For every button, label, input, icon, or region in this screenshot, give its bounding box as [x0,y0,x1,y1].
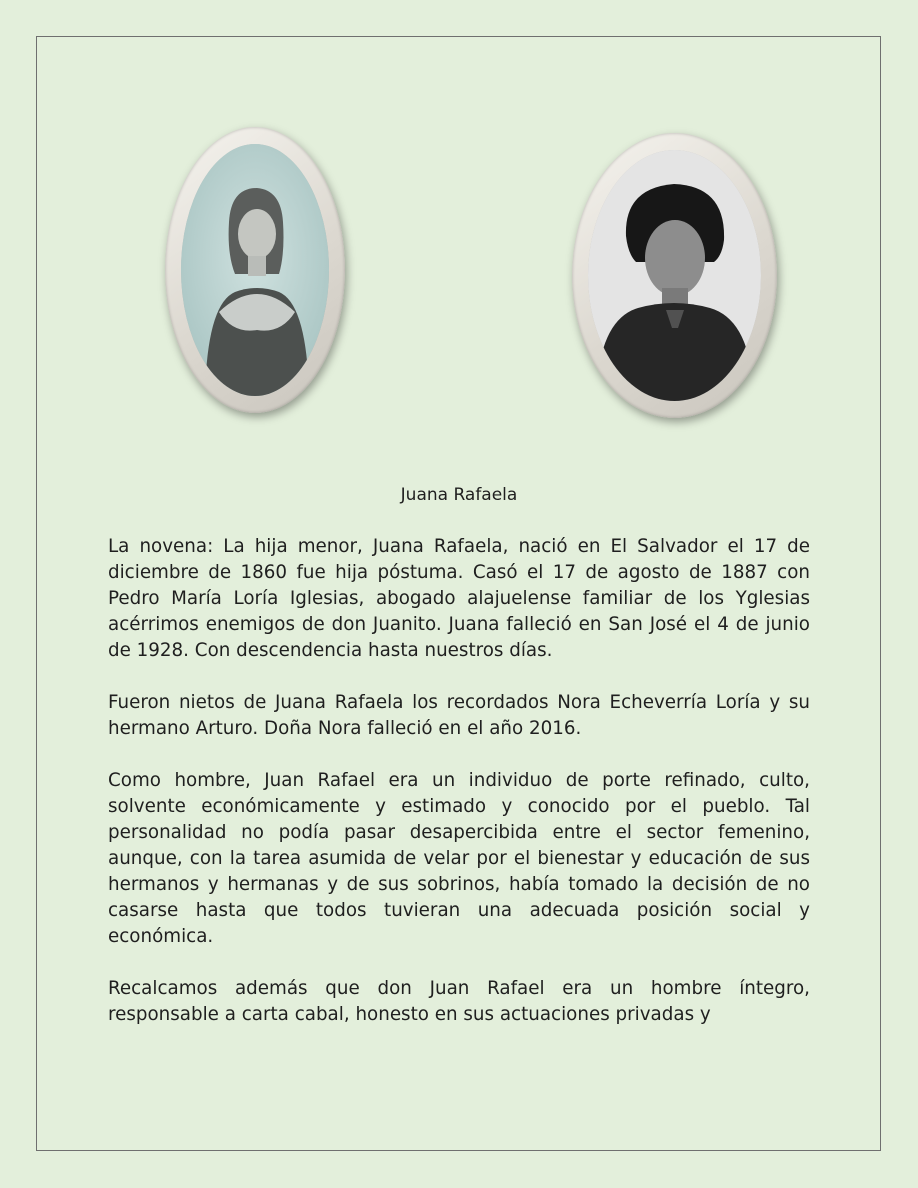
paragraph: La novena: La hija menor, Juana Rafaela, nació en El Salvador el 17 de diciembre de 1860 fue hija póstuma. Casó el 17 de agosto de 1887 con Pedro María Loría Iglesias, abogado alajuelense familiar de los Yglesias acérrimos enemigos de don Juanito. Juana falleció en San José el 4 de junio de 1928. Con descendencia hasta nuestros días. [108,536,810,661]
paragraph: Como hombre, Juan Rafael era un individuo de porte refinado, culto, solvente económicamente y estimado y conocido por el pueblo. Tal personalidad no podía pasar desapercibida entre el sector femenino, aunque, con la tarea asumida de velar por el bienestar y educación de sus hermanos y hermanas y de sus sobrinos, había tomado la decisión de no casarse hasta que todos tuvieran una adecuada posición social y económica. [108,770,810,947]
body-text [108,534,810,1054]
oval-frame [165,127,345,413]
photo [181,144,329,396]
paragraph: Fueron nietos de Juana Rafaela los recordados Nora Echeverría Loría y su hermano Arturo. Doña Nora falleció en el año 2016. [108,692,810,739]
photo [588,150,761,401]
paragraph: Recalcamos además que don Juan Rafael era un hombre íntegro, responsable a carta cabal, honesto en sus actuaciones privadas y [108,978,810,1025]
photo-caption: Juana Rafaela [400,485,518,505]
oval-frame [572,133,777,418]
portrait-older-juana-rafaela [572,133,777,418]
portrait-young-juana-rafaela [165,127,345,413]
